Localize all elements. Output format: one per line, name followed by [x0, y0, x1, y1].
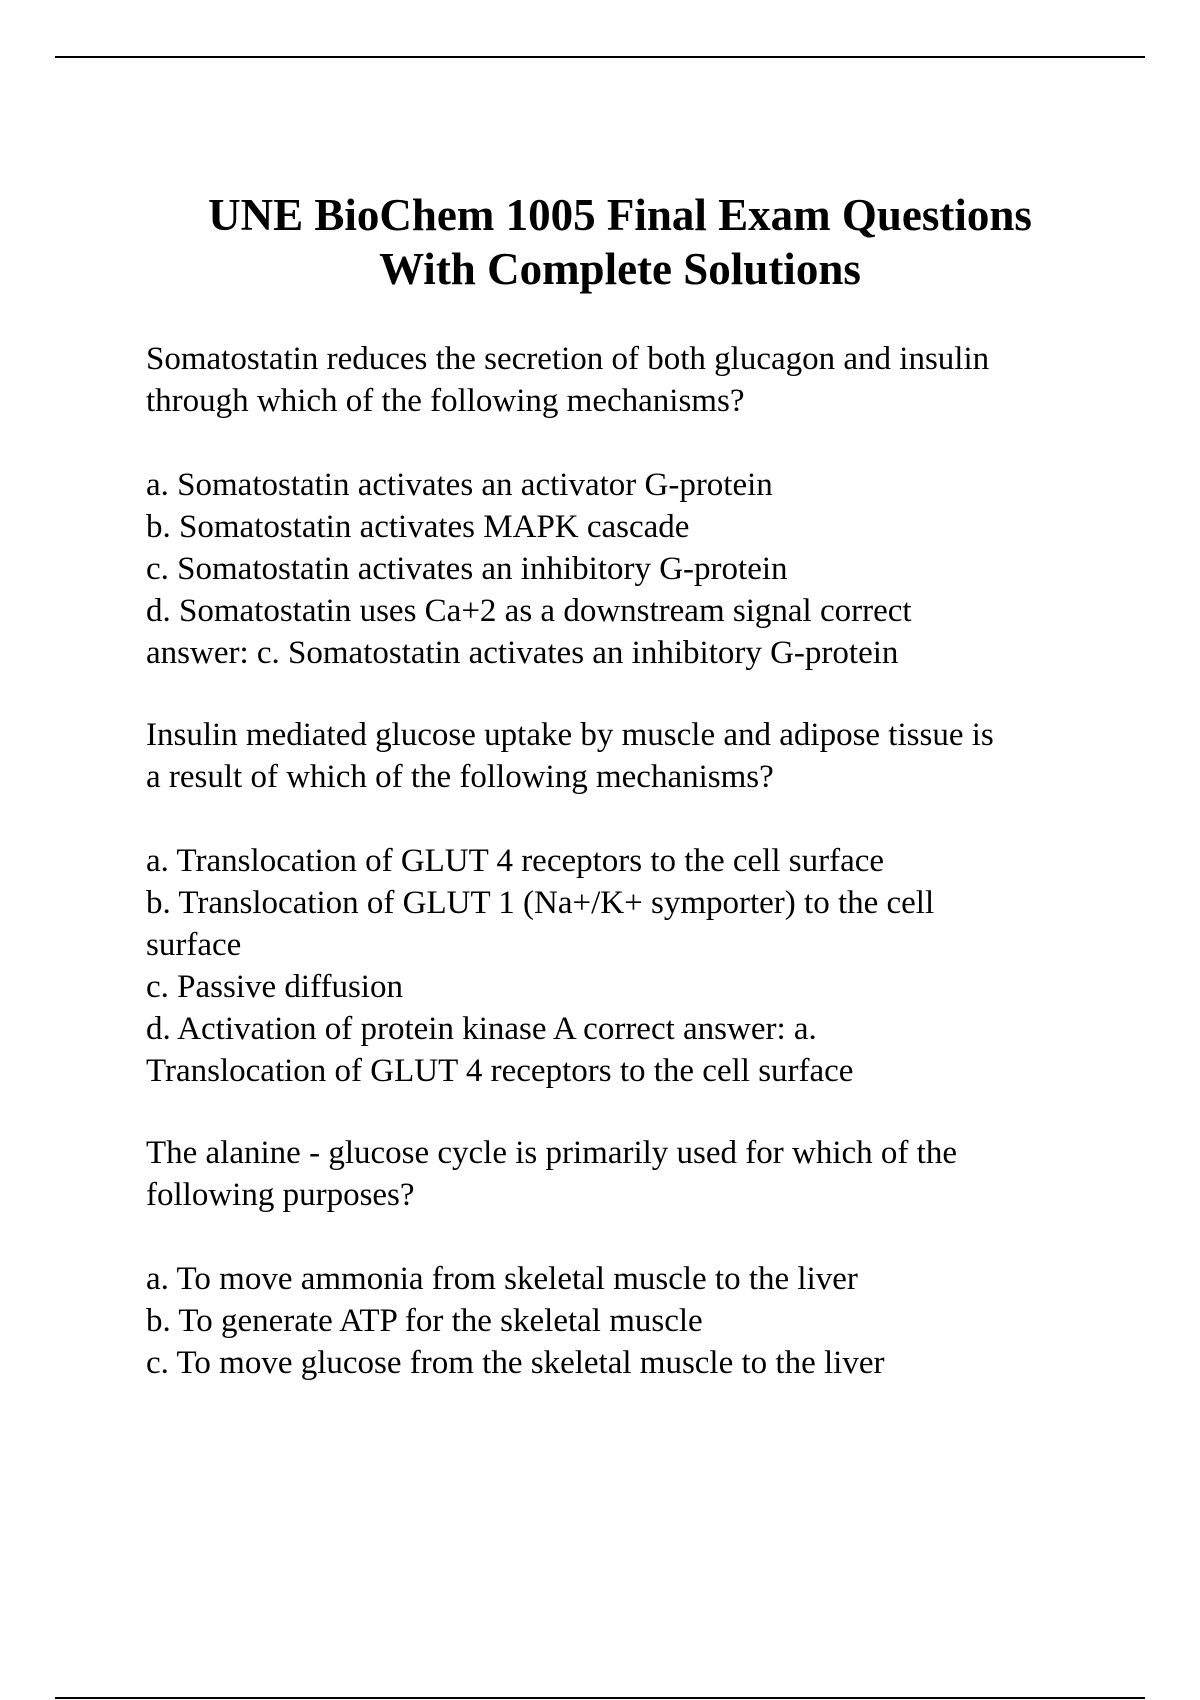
option-line: c. To move glucose from the skeletal muscle to the liver [146, 1345, 885, 1381]
question-block-3 [146, 1132, 1146, 1384]
question-block-2 [146, 714, 1146, 1092]
answer-line: answer: c. Somatostatin activates an inhibitory G-protein [146, 635, 899, 671]
option-line: b. Somatostatin activates MAPK cascade [146, 509, 690, 545]
option-line: c. Somatostatin activates an inhibitory G-protein [146, 551, 788, 587]
question-block-1 [146, 338, 1146, 674]
answer-options [146, 1258, 1146, 1384]
question-text [146, 714, 1146, 798]
option-line: b. To generate ATP for the skeletal muscle [146, 1303, 703, 1339]
title-line: UNE BioChem 1005 Final Exam Questions [208, 190, 1032, 240]
answer-line: Translocation of GLUT 4 receptors to the cell surface [146, 1053, 854, 1089]
option-line: c. Passive diffusion [146, 969, 403, 1005]
document-body [146, 338, 1146, 1424]
option-line: surface [146, 927, 242, 963]
question-line: Somatostatin reduces the secretion of both glucagon and insulin [146, 341, 990, 377]
bottom-rule [55, 1697, 1145, 1699]
option-line: a. To move ammonia from skeletal muscle to the liver [146, 1261, 858, 1297]
option-line: a. Somatostatin activates an activator G-protein [146, 467, 773, 503]
answer-options [146, 464, 1146, 674]
question-line: a result of which of the following mechanisms? [146, 759, 774, 795]
answer-options [146, 840, 1146, 1092]
question-text [146, 338, 1146, 422]
document-title [55, 188, 1185, 296]
option-line: d. Somatostatin uses Ca+2 as a downstream signal correct [146, 593, 912, 629]
question-text [146, 1132, 1146, 1216]
option-line: a. Translocation of GLUT 4 receptors to the cell surface [146, 843, 885, 879]
question-line: through which of the following mechanisms? [146, 383, 745, 419]
top-rule [55, 56, 1145, 58]
option-line: b. Translocation of GLUT 1 (Na+/K+ symporter) to the cell [146, 885, 935, 921]
question-line: Insulin mediated glucose uptake by muscle and adipose tissue is [146, 717, 994, 753]
question-line: The alanine - glucose cycle is primarily used for which of the [146, 1135, 957, 1171]
question-line: following purposes? [146, 1177, 415, 1213]
option-line: d. Activation of protein kinase A correct answer: a. [146, 1011, 817, 1047]
title-line: With Complete Solutions [379, 244, 861, 294]
